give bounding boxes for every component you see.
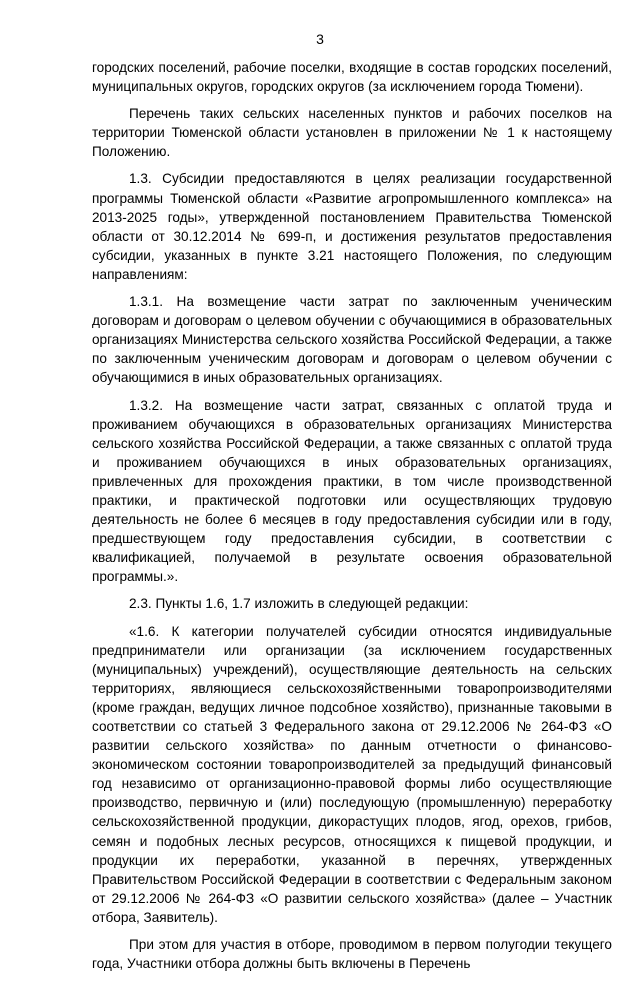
paragraph-continuation: городских поселений, рабочие поселки, входящие в состав городских поселений, муниципальных округов, городских округов (за исключением города Тюмени). (92, 60, 612, 95)
paragraph-1-3: 1.3. Субсидии предоставляются в целях реализации государственной программы Тюменской области «Развитие агропромышленного комплекса» на 2013-2025 годы», утвержденной постановлением Правительства Тюменской области от 30.12.2014 № 699-п, и достижения результатов предоставления субсидии, указанных в пункте 3.21 настоящего Положения, по следующим направлениям: (92, 171, 612, 282)
paragraph-1-3-1: 1.3.1. На возмещение части затрат по заключенным ученическим договорам и договорам о целевом обучении с обучающимися в образовательных организациях Министерства сельского хозяйства Российской Федерации, а также по заключенным ученическим договорам и договорам о целевом обучении с обучающимися в иных образовательных организациях. (92, 294, 612, 386)
page-number: 3 (316, 31, 324, 47)
document-body (92, 58, 612, 981)
paragraph-2-3: 2.3. Пункты 1.6, 1.7 изложить в следующей редакции: (129, 596, 469, 612)
paragraph-1-6: «1.6. К категории получателей субсидии относятся индивидуальные предприниматели или организации (за исключением государственных (муниципальных) учреждений), осуществляющие деятельность на сельских территориях, являющиеся сельскохозяйственными товаропроизводителями (кроме граждан, ведущих личное подсобное хозяйство), признанные таковыми в соответствии со статьей 3 Федерального закона от 29.12.2006 № 264-ФЗ «О развитии сельского хозяйства» по данным отчетности о финансово-экономическом состоянии товаропроизводителей за предыдущий финансовый год независимо от организационно-правовой формы либо осуществляющие производство, первичную и (или) последующую (промышленную) переработку сельскохозяйственной продукции, дикорастущих плодов, ягод, орехов, грибов, семян и подобных лесных ресурсов, относящихся к пищевой продукции, и продукции их переработки, указанной в перечнях, утвержденных Правительством Российской Федерации в соответствии с Федеральным законом от 29.12.2006 № 264-ФЗ «О развитии сельского хозяйства» (далее – Участник отбора, Заявитель). (92, 623, 612, 925)
paragraph-selection-condition: При этом для участия в отборе, проводимом в первом полугодии текущего года, Участники отбора должны быть включены в Перечень (92, 937, 612, 972)
paragraph-settlements-list: Перечень таких сельских населенных пунктов и рабочих поселков на территории Тюменской области установлен в приложении № 1 к настоящему Положению. (92, 106, 612, 160)
paragraph-1-3-2: 1.3.2. На возмещение части затрат, связанных с оплатой труда и проживанием обучающихся в образовательных организациях Министерства сельского хозяйства Российской Федерации, а также связанных с оплатой труда и проживанием обучающихся в иных образовательных организациях, привлеченных для прохождения практики, в том числе производственной практики, и практической подготовки или осуществляющих трудовую деятельность не более 6 месяцев в году предоставления субсидии или в году, предшествующем году предоставления субсидии, в соответствии с квалификацией, получаемой в результате освоения образовательной программы.». (92, 397, 612, 585)
